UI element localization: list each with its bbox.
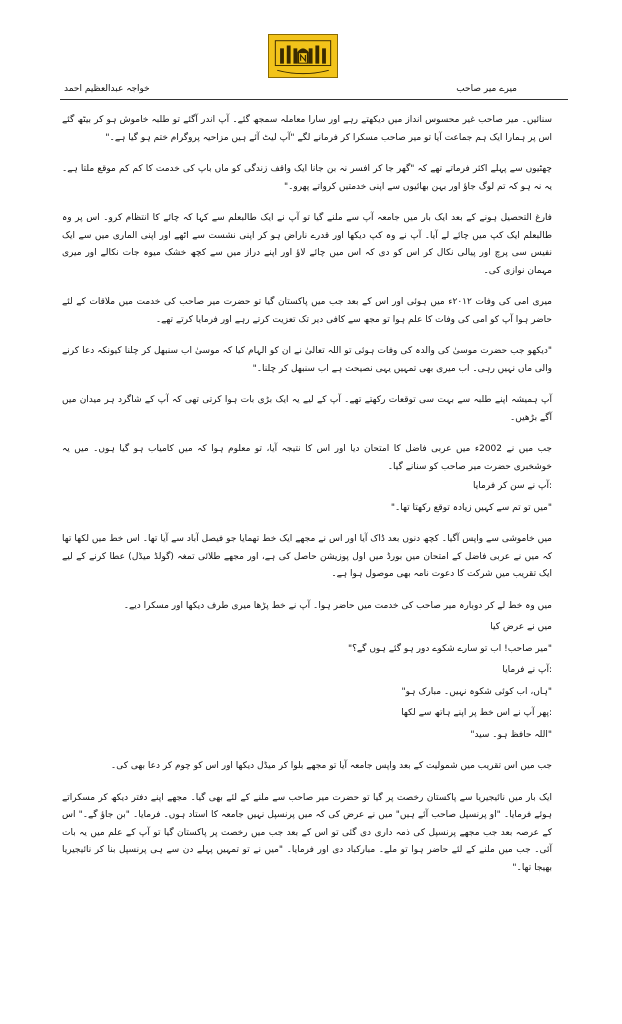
paragraph: ایک بار میں نائیجیریا سے پاکستان رخصت پر گیا تو حضرت میر صاحب سے ملنے کے لئے بھی گیا۔ مجھے اپنے دفتر دیکھ کر مسکراتے ہوئے فرمایا۔ "او پرنسپل صاحب آئے ہیں" میں نے عرض کی کہ میں پرنسپل نہیں جامعہ کا استاد ہوں۔ فرمایا۔ "بن جاؤ گے۔" اس کے عرصہ بعد جب مجھے پرنسپل کی ذمہ داری دی گئی تو اس کے بعد جب میں رخصت پر پاکستان گیا تو آپ کے علم میں یہ بات آئی۔ جب میں ملنے کے لئے حاضر ہوا تو ملے۔ مبارکباد دی اور فرمایا۔ "میں نے تو تمہیں پہلے دن سے ہی پرنسپل بنا کر نائیجیریا بھیجا تھا۔" (62, 792, 553, 873)
dialogue-line: :آپ نے فرمایا (502, 665, 552, 675)
paragraph: سنائیں۔ میر صاحب غیر محسوس انداز میں دیکھتے رہے اور سارا معاملہ سمجھ گئے۔ آپ اندر آگئے تو طلبہ خاموش ہو کر بیٹھ گئے اس پر ہمارا ایک ہم جماعت آیا تو میر صاحب مسکرا کر فرمانے لگے "آپ لیٹ آئے ہیں مزاحیہ پروگرام ختم ہو گیا ہے۔" (62, 115, 552, 143)
dialogue-intro: میں وہ خط لے کر دوبارہ میر صاحب کی خدمت میں حاضر ہوا۔ آپ نے خط پڑھا میری طرف دیکھا اور مسکرا دیے۔ (123, 600, 552, 611)
paragraph: میں خاموشی سے واپس آگیا۔ کچھ دنوں بعد ڈاک آیا اور اس نے مجھے ایک خط تھمایا جو فیصل آباد سے آیا تھا۔ اس خط میں لکھا تھا کہ میں نے عربی فاضل کے امتحان میں بورڈ میں اول پوزیشن حاصل کی ہے، اور مجھے طلائی تمغہ (گولڈ میڈل) عطا کرنے کے لیے ایک تقریب میں شرکت کا دعوت نامہ بھی موصول ہوا ہے۔ (62, 534, 552, 579)
header-divider (60, 99, 568, 100)
header-chapter-title: میرے میر صاحب (456, 84, 517, 94)
paragraph: جب میں نے 2002ء میں عربی فاضل کا امتحان دیا اور اس کا نتیجہ آیا، تو معلوم ہوا کہ میں کامیاب ہو گیا ہوں۔ میں یہ خوشخبری حضرت میر صاحب کو سنانے گیا۔ (62, 444, 552, 472)
logo-emblem-icon (269, 35, 337, 77)
paragraph: آپ ہمیشہ اپنے طلبہ سے بہت سی توقعات رکھتے تھے۔ آپ کے لیے یہ ایک بڑی بات ہوا کرتی تھی کہ آپ کے شاگرد ہر میدان میں آگے بڑھیں۔ (62, 395, 552, 423)
paragraph: میری امی کی وفات ۲۰۱۲ء میں ہوئی اور اس کے بعد جب میں پاکستان گیا تو حضرت میر صاحب کی خدمت میں ملاقات کے لئے حاضر ہوا آپ کو امی کی وفات کا علم ہوا تو مجھ سے کافی دیر تک تعزیت کرتے رہے اور فرمایا کرتے تھے۔ (62, 297, 552, 325)
paragraph: فارغ التحصیل ہونے کے بعد ایک بار میں جامعہ آپ سے ملنے گیا تو آپ نے ایک طالبعلم سے کہا کہ چائے کا انتظام کرو۔ اس پر وہ طالبعلم ایک کپ میں چائے لے آیا۔ آپ نے وہ کپ دیکھا اور قدرے ناراض ہو کر اپنی نشست سے اٹھے اور اپنی الماری میں سے ایک نفیس سی پرچ اور پیالی نکال کر اس کو دی کہ اس میں چائے لاؤ اور اپنے دراز میں سے کچھ خشک میوہ جات نکالے اور میری مہمان نوازی کی۔ (62, 213, 552, 276)
paragraph: چھٹیوں سے پہلے اکثر فرماتے تھے کہ "گھر جا کر افسر نہ بن جانا ایک واقف زندگی کو ماں باپ کی خدمت کا کم کم موقع ملتا ہے۔ یہ نہ ہو کہ تم لوگ جاؤ اور بہن بھائیوں سے اپنی خدمتیں کرواتے پھرو۔" (62, 164, 552, 192)
dialogue-quote: "اللہ حافظ ہو۔ سید" (470, 729, 552, 740)
article-body (62, 112, 552, 891)
organization-logo (268, 34, 338, 78)
dialogue-quote: "میر صاحب! اب تو سارے شکوے دور ہو گئے ہوں گے؟" (347, 643, 552, 654)
dialogue-quote: "ہاں، اب کوئی شکوہ نہیں۔ مبارک ہو" (401, 686, 552, 697)
dialogue-quote: "میں تو تم سے کہیں زیادہ توقع رکھتا تھا۔" (390, 502, 552, 513)
paragraph: جب میں اس تقریب میں شمولیت کے بعد واپس جامعہ آیا تو مجھے بلوا کر میڈل دیکھا اور اس کو چوم کر دعا بھی کی۔ (110, 761, 552, 771)
paragraph: "دیکھو جب حضرت موسیٰ کی والدہ کی وفات ہوئی تو اللہ تعالیٰ نے ان کو الہام کیا کہ موسیٰ اب سنبھل کر چلنا کیونکہ دعا کرنے والی ماں نہیں رہی۔ اب میری بھی تمہیں یہی نصیحت ہے اب سنبھل کر چلنا۔" (62, 346, 552, 374)
header-author: خواجہ عبدالعظیم احمد (64, 84, 150, 94)
dialogue-line: میں نے عرض کیا (490, 622, 552, 632)
dialogue-line: :پھر آپ نے اس خط پر اپنے ہاتھ سے لکھا (401, 708, 552, 718)
dialogue-line: :آپ نے سن کر فرمایا (473, 481, 552, 491)
